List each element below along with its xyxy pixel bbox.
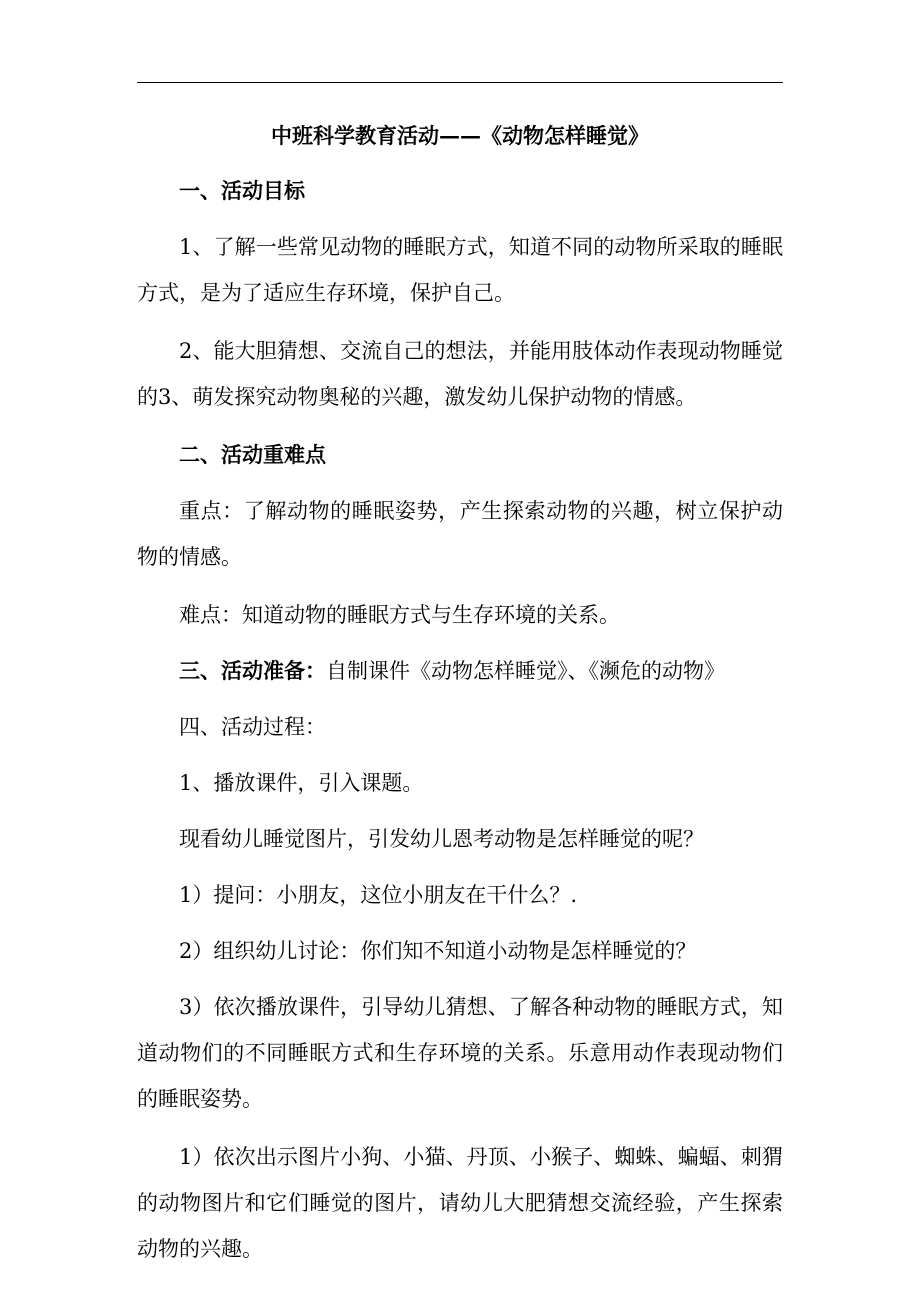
header-rule [137,82,783,83]
preparation-label: 三、活动准备： [179,658,326,683]
document-body [137,115,783,1284]
goal-2-paragraph: 2、能大胆猜想、交流自己的想法，并能用肢体动作表现动物睡觉的3、萌发探究动物奥秘的兴趣，激发幼儿保护动物的情感。 [137,339,783,409]
document-title: 中班科学教育活动——《动物怎样睡觉》 [271,123,649,148]
section-heading-process: 四、活动过程： [179,715,326,739]
observe-paragraph: 现看幼儿睡觉图片，引发幼儿恩考动物是怎样睡觉的呢？ [179,827,704,851]
section-heading-key-points: 二、活动重难点 [179,442,326,467]
key-point-paragraph: 重点：了解动物的睡眠姿势，产生探索动物的兴趣，树立保护动物的情感。 [137,499,783,569]
difficulty-paragraph: 难点：知道动物的睡眠方式与生存环境的关系。 [179,603,620,627]
step-1-paragraph: 1、播放课件，引入课题。 [179,771,424,795]
question-4-paragraph: 1）依次出示图片小狗、小猫、丹顶、小猴子、蜘蛛、蝙蝠、刺猬的动物图片和它们睡觉的图片，请幼儿大肥猜想交流经验，产生探索动物的兴趣。 [137,1145,783,1261]
question-1-paragraph: 1）提问：小朋友，这位小朋友在干什么？. [179,883,578,907]
goal-1-paragraph: 1、了解一些常见动物的睡眠方式，知道不同的动物所采取的睡眠方式，是为了适应生存环境，保护自己。 [137,235,783,305]
preparation-paragraph [137,648,783,694]
question-3-paragraph: 3）依次播放课件，引导幼儿猜想、了解各种动物的睡眠方式，知道动物们的不同睡眠方式和生存环境的关系。乐意用动作表现动物们的睡眠姿势。 [137,995,783,1111]
preparation-text: 自制课件《动物怎样睡觉》、《濒危的动物》 [326,659,725,683]
question-2-paragraph: 2）组织幼儿讨论：你们知不知道小动物是怎样睡觉的？ [179,939,697,963]
section-heading-goals: 一、活动目标 [179,178,305,203]
